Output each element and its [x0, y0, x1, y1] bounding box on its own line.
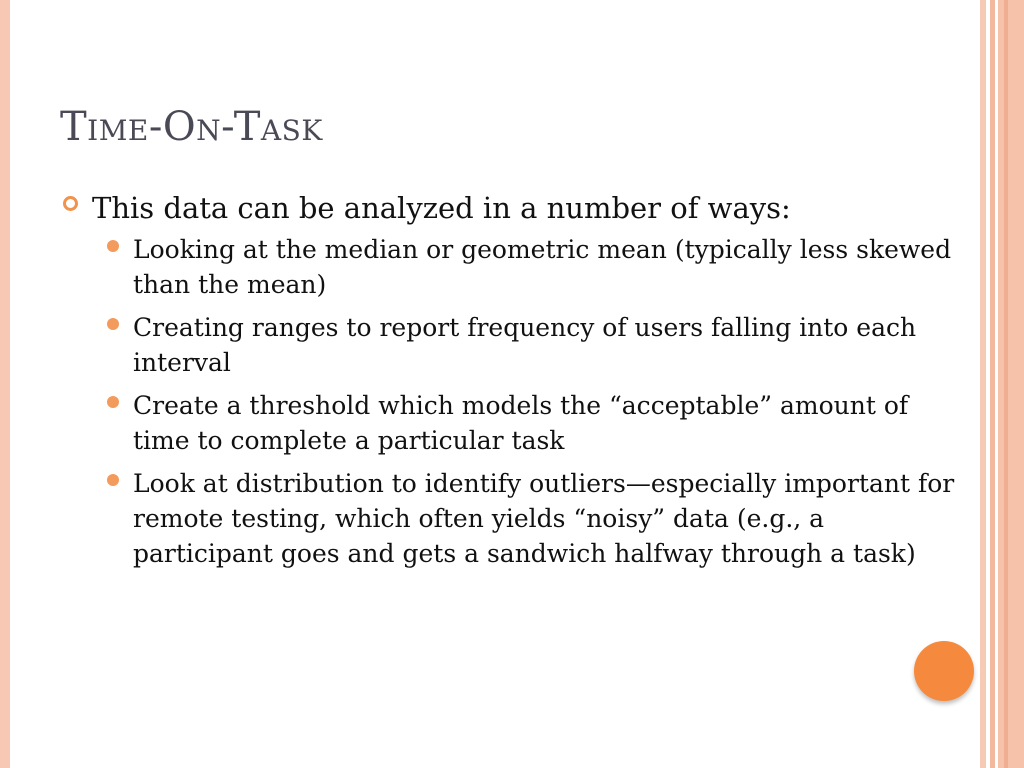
sub-bullet-item — [104, 232, 960, 302]
dot-bullet-icon — [107, 396, 119, 408]
bullet-text: This data can be analyzed in a number of ways: — [92, 191, 791, 225]
orange-circle-decoration — [914, 641, 974, 701]
sub-bullet-item — [104, 310, 960, 380]
sub-bullet-list — [104, 232, 960, 571]
sub-bullet-text: Look at distribution to identify outliers—especially important for remote testing, which often yields “noisy” data (e.g., a participant goes and gets a sandwich halfway through a task) — [133, 469, 955, 568]
right-decor-band — [998, 0, 1024, 768]
sub-bullet-item — [104, 466, 960, 571]
dot-bullet-icon — [107, 240, 119, 252]
ring-bullet-icon — [63, 196, 78, 211]
dot-bullet-icon — [107, 318, 119, 330]
slide-title: Time-On-Task — [60, 104, 323, 150]
sub-bullet-text: Looking at the median or geometric mean (typically less skewed than the mean) — [133, 235, 952, 299]
slide-body — [60, 188, 960, 579]
sub-bullet-text: Creating ranges to report frequency of users falling into each interval — [133, 313, 917, 377]
left-decor-stripe — [0, 0, 10, 768]
sub-bullet-text: Create a threshold which models the “acceptable” amount of time to complete a particular task — [133, 391, 909, 455]
sub-bullet-item — [104, 388, 960, 458]
bullet-level1 — [60, 188, 960, 228]
dot-bullet-icon — [107, 474, 119, 486]
right-decor-stripe — [1004, 0, 1008, 768]
